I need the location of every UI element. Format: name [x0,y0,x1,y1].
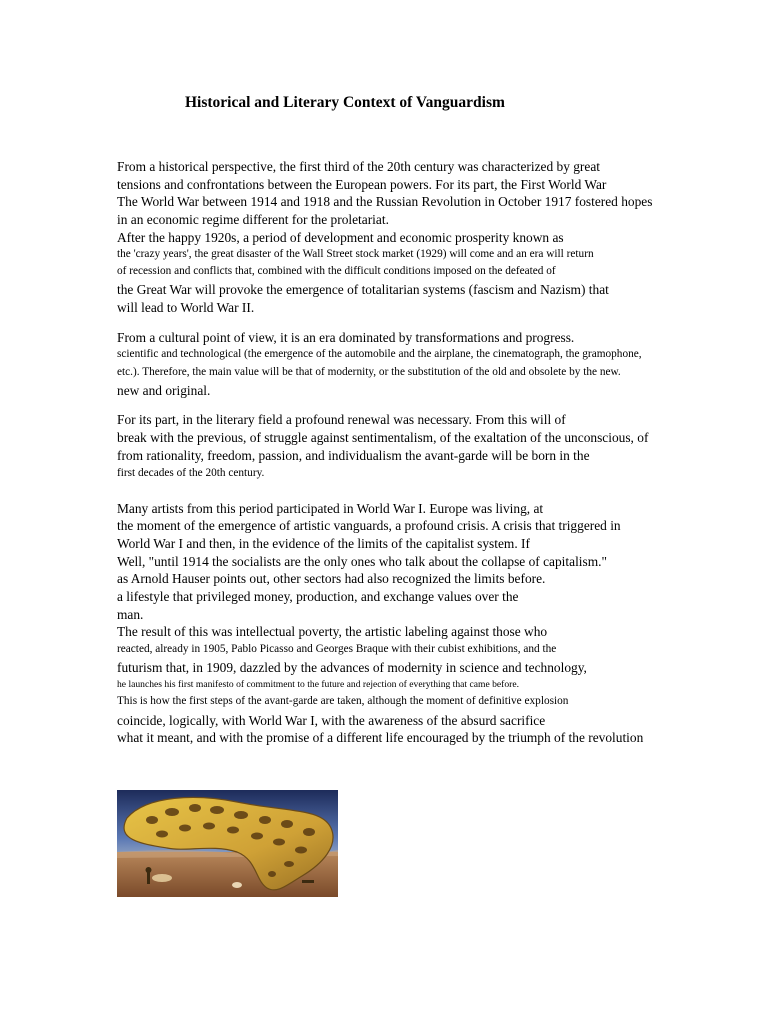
body-line: The World War between 1914 and 1918 and the Russian Revolution in October 1917 fostered hopes [117,194,653,209]
page-title: Historical and Literary Context of Vanguardism [185,94,505,111]
body-line: first decades of the 20th century. [117,467,265,479]
body-line: From a historical perspective, the first third of the 20th century was characterized by great [117,159,600,174]
body-line: break with the previous, of struggle against sentimentalism, of the exaltation of the unconscious, of [117,430,649,445]
body-line: a lifestyle that privileged money, production, and exchange values over the [117,589,519,604]
body-line: After the happy 1920s, a period of development and economic prosperity known as [117,230,564,245]
body-line: The result of this was intellectual poverty, the artistic labeling against those who [117,624,548,639]
body-line: of recession and conflicts that, combined with the difficult conditions imposed on the defeated of [117,265,556,277]
body-line: the 'crazy years', the great disaster of the Wall Street stock market (1929) will come and an era will return [117,248,594,260]
body-line: etc.). Therefore, the main value will be that of modernity, or the substitution of the old and obsolete by the new. [117,366,621,378]
body-line: man. [117,607,144,622]
body-line: new and original. [117,383,211,398]
body-line: he launches his first manifesto of commitment to the future and rejection of everything that came before. [117,679,520,690]
body-line: from rationality, freedom, passion, and individualism the avant-garde will be born in the [117,448,590,463]
body-line: From a cultural point of view, it is an era dominated by transformations and progress. [117,330,575,345]
body-line: futurism that, in 1909, dazzled by the advances of modernity in science and technology, [117,660,587,675]
body-line: reacted, already in 1905, Pablo Picasso and Georges Braque with their cubist exhibitions, and the [117,643,557,655]
body-line: For its part, in the literary field a profound renewal was necessary. From this will of [117,412,566,427]
body-line: Well, "until 1914 the socialists are the only ones who talk about the collapse of capitalism." [117,554,607,569]
body-line: what it meant, and with the promise of a different life encouraged by the triumph of the revolution [117,730,644,745]
body-line: This is how the first steps of the avant-garde are taken, although the moment of definitive explosion [117,695,569,707]
body-line: the moment of the emergence of artistic vanguards, a profound crisis. A crisis that triggered in [117,518,621,533]
body-line: Many artists from this period participated in World War I. Europe was living, at [117,501,544,516]
body-line: as Arnold Hauser points out, other sectors had also recognized the limits before. [117,571,546,586]
body-line: will lead to World War II. [117,300,255,315]
body-line: in an economic regime different for the proletariat. [117,212,389,227]
body-line: tensions and confrontations between the European powers. For its part, the First World War [117,177,607,192]
body-line: coincide, logically, with World War I, with the awareness of the absurd sacrifice [117,713,546,728]
body-line: the Great War will provoke the emergence of totalitarian systems (fascism and Nazism) that [117,282,609,297]
surrealist-painting-image [117,790,338,897]
body-line: World War I and then, in the evidence of the limits of the capitalist system. If [117,536,530,551]
body-line: scientific and technological (the emergence of the automobile and the airplane, the cinematograph, the gramophone, [117,348,642,360]
